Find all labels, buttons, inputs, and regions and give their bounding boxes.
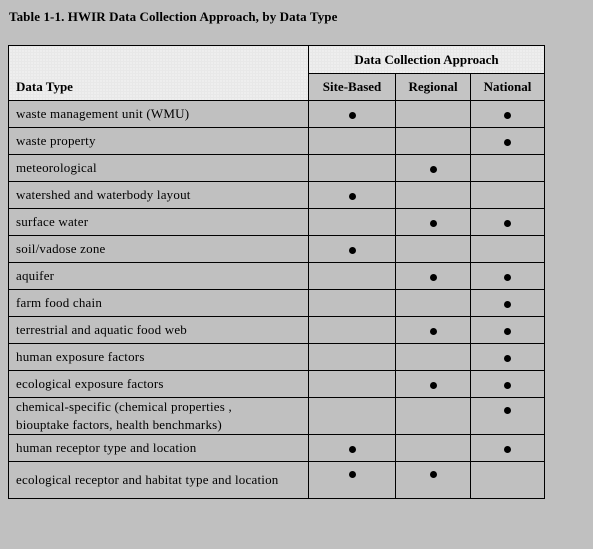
site-based-cell bbox=[309, 344, 396, 371]
bullet-icon bbox=[430, 471, 437, 478]
data-type-cell bbox=[9, 290, 309, 317]
table-row bbox=[9, 101, 545, 128]
table-row bbox=[9, 435, 545, 462]
bullet-icon bbox=[504, 220, 511, 227]
approach-group-header: Data Collection Approach bbox=[309, 46, 545, 74]
bullet-icon bbox=[430, 328, 437, 335]
regional-cell bbox=[396, 155, 471, 182]
bullet-icon bbox=[349, 247, 356, 254]
bullet-icon bbox=[504, 382, 511, 389]
national-cell bbox=[471, 344, 545, 371]
bullet-icon bbox=[430, 166, 437, 173]
data-type-label: aquifer bbox=[16, 268, 55, 283]
bullet-icon bbox=[504, 139, 511, 146]
national-cell bbox=[471, 155, 545, 182]
national-cell bbox=[471, 182, 545, 209]
data-type-cell bbox=[9, 344, 309, 371]
bullet-icon bbox=[504, 355, 511, 362]
regional-header: Regional bbox=[396, 74, 471, 101]
bullet-icon bbox=[430, 220, 437, 227]
site-based-cell bbox=[309, 101, 396, 128]
table-caption: Table 1-1. HWIR Data Collection Approach, by Data Type bbox=[9, 9, 338, 24]
regional-cell bbox=[396, 344, 471, 371]
regional-cell bbox=[396, 209, 471, 236]
site-based-cell bbox=[309, 182, 396, 209]
regional-cell bbox=[396, 317, 471, 344]
regional-cell bbox=[396, 101, 471, 128]
table-row bbox=[9, 209, 545, 236]
data-type-cell bbox=[9, 128, 309, 155]
site-based-cell bbox=[309, 398, 396, 435]
site-based-cell bbox=[309, 317, 396, 344]
data-type-label: waste property bbox=[16, 133, 96, 148]
national-cell bbox=[471, 462, 545, 499]
national-cell bbox=[471, 236, 545, 263]
national-cell bbox=[471, 435, 545, 462]
data-type-label: human exposure factors bbox=[16, 349, 145, 364]
table-row bbox=[9, 344, 545, 371]
data-type-cell bbox=[9, 462, 309, 499]
site-based-header: Site-Based bbox=[309, 74, 396, 101]
data-type-header: Data Type bbox=[9, 46, 309, 101]
bullet-icon bbox=[430, 274, 437, 281]
bullet-icon bbox=[349, 112, 356, 119]
data-type-label: soil/vadose zone bbox=[16, 241, 106, 256]
bullet-icon bbox=[504, 301, 511, 308]
data-type-label: meteorological bbox=[16, 160, 97, 175]
bullet-icon bbox=[504, 407, 511, 414]
bullet-icon bbox=[504, 446, 511, 453]
table-row bbox=[9, 398, 545, 435]
data-type-label: watershed and waterbody layout bbox=[16, 187, 191, 202]
regional-cell bbox=[396, 236, 471, 263]
data-type-label: waste management unit (WMU) bbox=[16, 106, 190, 121]
regional-cell bbox=[396, 263, 471, 290]
bullet-icon bbox=[504, 328, 511, 335]
bullet-icon bbox=[504, 274, 511, 281]
bullet-icon bbox=[349, 193, 356, 200]
national-cell bbox=[471, 371, 545, 398]
table-row bbox=[9, 236, 545, 263]
table-row bbox=[9, 155, 545, 182]
bullet-icon bbox=[504, 112, 511, 119]
site-based-cell bbox=[309, 462, 396, 499]
regional-cell bbox=[396, 290, 471, 317]
data-collection-table bbox=[8, 45, 545, 499]
regional-cell bbox=[396, 128, 471, 155]
data-type-label: farm food chain bbox=[16, 295, 103, 310]
data-type-cell bbox=[9, 182, 309, 209]
site-based-cell bbox=[309, 209, 396, 236]
data-type-cell bbox=[9, 263, 309, 290]
table-row bbox=[9, 317, 545, 344]
data-type-cell bbox=[9, 398, 309, 435]
site-based-cell bbox=[309, 236, 396, 263]
data-type-label: ecological receptor and habitat type and location bbox=[16, 472, 279, 487]
table-row bbox=[9, 182, 545, 209]
regional-cell bbox=[396, 435, 471, 462]
data-type-cell bbox=[9, 101, 309, 128]
data-type-cell bbox=[9, 209, 309, 236]
data-type-cell bbox=[9, 236, 309, 263]
national-cell bbox=[471, 128, 545, 155]
regional-cell bbox=[396, 371, 471, 398]
national-header: National bbox=[471, 74, 545, 101]
national-cell bbox=[471, 101, 545, 128]
bullet-icon bbox=[430, 382, 437, 389]
regional-cell bbox=[396, 398, 471, 435]
site-based-cell bbox=[309, 371, 396, 398]
national-cell bbox=[471, 290, 545, 317]
data-type-cell bbox=[9, 435, 309, 462]
data-type-cell bbox=[9, 155, 309, 182]
site-based-cell bbox=[309, 263, 396, 290]
data-type-cell bbox=[9, 371, 309, 398]
national-cell bbox=[471, 263, 545, 290]
site-based-cell bbox=[309, 290, 396, 317]
data-type-label: surface water bbox=[16, 214, 89, 229]
data-type-label: human receptor type and location bbox=[16, 440, 197, 455]
site-based-cell bbox=[309, 435, 396, 462]
table-row bbox=[9, 290, 545, 317]
table-row bbox=[9, 263, 545, 290]
data-type-label: ecological exposure factors bbox=[16, 376, 164, 391]
data-type-cell bbox=[9, 317, 309, 344]
data-type-label: terrestrial and aquatic food web bbox=[16, 322, 187, 337]
table-row bbox=[9, 371, 545, 398]
regional-cell bbox=[396, 182, 471, 209]
national-cell bbox=[471, 317, 545, 344]
site-based-cell bbox=[309, 155, 396, 182]
data-type-label: chemical-specific (chemical properties , biouptake factors, health benchmarks) bbox=[16, 399, 232, 432]
bullet-icon bbox=[349, 471, 356, 478]
table-row bbox=[9, 128, 545, 155]
site-based-cell bbox=[309, 128, 396, 155]
table-body bbox=[9, 101, 545, 499]
table-row bbox=[9, 462, 545, 499]
regional-cell bbox=[396, 462, 471, 499]
header-row-group bbox=[9, 46, 545, 74]
bullet-icon bbox=[349, 446, 356, 453]
national-cell bbox=[471, 209, 545, 236]
national-cell bbox=[471, 398, 545, 435]
